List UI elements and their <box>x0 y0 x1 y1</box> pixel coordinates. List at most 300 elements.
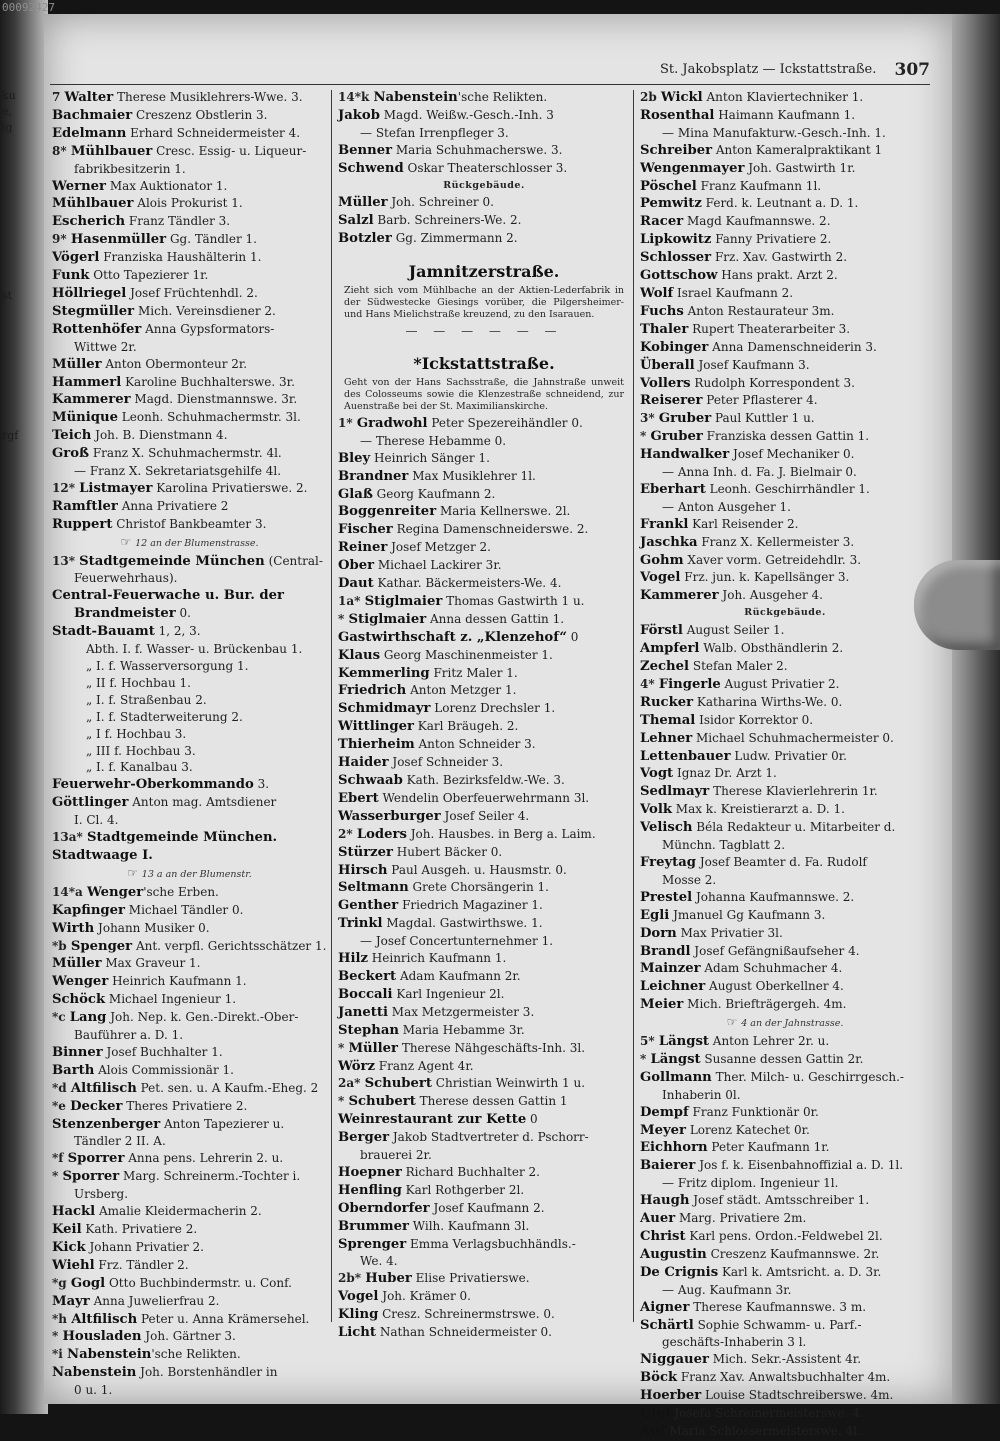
entry-details: Amalie Kleidermacherin 2. <box>95 1204 262 1219</box>
pointing-hand-icon: ☞ <box>120 534 136 549</box>
directory-entry <box>52 955 327 973</box>
entry-details: Joh. Borstenhändler in <box>136 1365 278 1380</box>
entry-continuation: „ II f. Hochbau 1. <box>86 675 191 690</box>
entry-name: Teich <box>52 428 92 444</box>
entry-details: Joh. Gärtner 3. <box>141 1329 236 1344</box>
entry-details: Max Metzgermeister 3. <box>387 1004 535 1019</box>
entry-name: Eichhorn <box>640 1140 708 1156</box>
entry-name: Mühlbauer <box>52 196 134 212</box>
margin-fragment: ig <box>2 121 13 134</box>
entry-details: Karolina Privatierswe. 2. <box>152 480 308 495</box>
entry-details: Anna Privatiere 2 <box>117 498 229 513</box>
spacer <box>338 248 630 258</box>
entry-details: 'sche Erben. <box>143 884 219 899</box>
directory-entry <box>640 889 930 907</box>
directory-entry <box>640 392 930 410</box>
entry-details: Magdal. Gastwirthswe. 1. <box>382 916 543 931</box>
directory-entry <box>338 897 630 915</box>
entry-details: Fanny Privatiere 2. <box>711 232 832 247</box>
directory-entry <box>338 1270 630 1288</box>
entry-details: Joh. Nep. k. Gen.-Direkt.-Ober- <box>106 1010 299 1025</box>
right-page-edge <box>952 14 1000 1404</box>
directory-entry <box>640 1192 930 1210</box>
entry-name: Brandner <box>338 468 409 484</box>
entry-details: Max k. Kreistierarzt a. D. 1. <box>671 802 845 817</box>
entry-name: Themal <box>640 712 696 728</box>
entry-details: 0 <box>566 629 579 644</box>
entry-details: Therese Musiklehrers-Wwe. 3. <box>113 90 303 104</box>
entry-name: Sprenger <box>338 1236 407 1252</box>
directory-entry <box>640 1157 930 1175</box>
entry-name: Fuchs <box>640 303 684 319</box>
directory-entry <box>52 973 327 991</box>
directory-entry <box>52 267 327 285</box>
entry-name: Lettenbauer <box>640 748 731 764</box>
running-title: St. Jakobsplatz — Ickstattstraße. <box>660 62 877 77</box>
directory-entry <box>640 446 930 464</box>
entry-details: Nathan Schneidermeister 0. <box>376 1325 552 1340</box>
entry-details: 0 <box>526 1112 538 1127</box>
directory-entry <box>52 1346 327 1364</box>
house-number: 5* <box>640 1034 659 1049</box>
house-number: * <box>338 611 349 626</box>
column-rule <box>331 90 332 1322</box>
entry-name: Ruppert <box>52 516 113 532</box>
directory-entry <box>338 503 630 521</box>
entry-name: Boggenreiter <box>338 504 437 520</box>
entry-details: Joh. Schreiner 0. <box>387 195 494 210</box>
directory-entry <box>52 195 327 213</box>
entry-name: Huber <box>365 1271 412 1287</box>
entry-details: Karl Bräugeh. 2. <box>413 719 519 734</box>
entry-details: Pet. sen. u. A Kaufm.-Eheg. 2 <box>136 1080 319 1095</box>
entry-details: Therese dessen Gattin 1 <box>415 1094 568 1109</box>
directory-entry <box>338 1182 630 1200</box>
entry-name: Gottschow <box>640 268 718 284</box>
directory-entry <box>640 925 930 943</box>
directory-entry <box>640 1228 930 1246</box>
entry-details: Wendelin Oberfeuerwehrmann 3l. <box>378 790 590 805</box>
entry-details: August Oberkellner 4. <box>705 979 844 994</box>
entry-continuation: Ursberg. <box>74 1187 129 1202</box>
directory-entry <box>52 143 327 161</box>
entry-name: Berger <box>338 1130 390 1146</box>
entry-details: Michael Tändler 0. <box>124 902 244 917</box>
entry-name: Reiserer <box>640 393 703 409</box>
entry-details: Franziska dessen Gattin 1. <box>702 429 870 444</box>
entry-continuation <box>52 605 327 623</box>
directory-entry <box>640 640 930 658</box>
house-number: 13* <box>52 553 80 568</box>
entry-details: Josef Mechaniker 0. <box>729 447 855 462</box>
directory-entry <box>338 1040 630 1058</box>
directory-entry <box>338 1129 630 1147</box>
entry-name: Vollers <box>640 375 691 391</box>
entry-continuation: I. Cl. 4. <box>74 813 119 828</box>
entry-details: Max Privatier 3l. <box>676 925 783 940</box>
entry-name: Keil <box>52 1222 82 1237</box>
entry-continuation: Bauführer a. D. 1. <box>74 1028 184 1043</box>
entry-name: Brandmeister <box>74 606 176 622</box>
entry-name: Licht <box>338 1325 376 1341</box>
entry-details: Gg. Zimmermann 2. <box>391 231 518 246</box>
entry-details: 0. <box>175 606 191 621</box>
directory-entry <box>640 1405 930 1423</box>
entry-details: Oskar Theaterschlosser 3. <box>403 160 568 175</box>
entry-name: Schwend <box>338 160 404 176</box>
entry-details: August Seiler 1. <box>682 623 785 638</box>
entry-details: August Privatier 2. <box>720 676 840 691</box>
entry-details: Therese Klavierlehrerin 1r. <box>709 784 878 799</box>
spacer <box>338 340 630 350</box>
running-header <box>660 62 930 82</box>
directory-entry <box>640 89 930 107</box>
entry-continuation: „ I f. Hochbau 3. <box>86 726 187 741</box>
house-number: *h <box>52 1311 72 1326</box>
entry-details: Jos f. k. Eisenbahnoffizial a. D. 1l. <box>695 1158 904 1173</box>
directory-entry <box>338 986 630 1004</box>
entry-continuation: Mosse 2. <box>662 872 717 887</box>
directory-entry <box>338 879 630 897</box>
entry-continuation: — Franz X. Sekretariatsgehilfe 4l. <box>74 464 282 479</box>
entry-details: Karl k. Amtsricht. a. D. 3r. <box>718 1264 882 1279</box>
house-number: 1a* <box>338 593 365 608</box>
entry-name: Volk <box>640 802 672 818</box>
entry-details: Joh. Ausgeher 4. <box>718 588 823 603</box>
note-text: 12 an der Blumenstrasse. <box>135 537 259 549</box>
directory-entry <box>52 1044 327 1062</box>
entry-name: Thierheim <box>338 737 415 753</box>
entry-name: Nabenstein <box>67 1347 152 1363</box>
directory-entry <box>52 498 327 516</box>
directory-entry <box>338 629 630 647</box>
entry-name: Spenger <box>70 938 133 954</box>
entry-name: Eberhart <box>640 481 706 497</box>
entry-details: Rudolph Korrespondent 3. <box>690 375 855 390</box>
directory-entry <box>640 783 930 801</box>
entry-name: Freytag <box>640 854 696 870</box>
directory-entry <box>640 375 930 393</box>
entry-details: Frz. Xav. Gastwirth 2. <box>711 250 848 265</box>
directory-entry <box>52 107 327 125</box>
entry-details: Peter Spezereihändler 0. <box>427 415 583 430</box>
entry-name: Bachmaier <box>52 107 133 123</box>
entry-details: (Central- <box>264 553 323 568</box>
directory-entry <box>640 1351 930 1369</box>
entry-details: Leonh. Schuhmachermstr. 3l. <box>117 410 301 425</box>
entry-name: Benner <box>338 142 393 158</box>
directory-entry <box>338 1022 630 1040</box>
house-number: 12* <box>52 480 80 495</box>
directory-entry <box>338 1164 630 1182</box>
directory-entry <box>52 125 327 143</box>
entry-name: Hilz <box>338 951 368 967</box>
house-number: *c <box>52 1010 70 1025</box>
entry-details: Anna Damenschneiderin 3. <box>708 339 877 354</box>
directory-entry <box>338 665 630 683</box>
entry-name: Wickl <box>660 90 703 105</box>
street-description: Zieht sich vom Mühlbache an der Aktien-Lederfabrik in der Südwestecke Giesings vorüber, die Pilgersheimer- und Hans Mielichstraße kreuzend, zu den Isarauen. <box>344 285 624 321</box>
entry-details: Josef Gefängnißaufseher 4. <box>690 943 860 958</box>
entry-details: Georg Kaufmann 2. <box>372 486 496 501</box>
entry-name: De Crignis <box>640 1264 719 1280</box>
entry-name: Ebert <box>338 790 379 806</box>
directory-entry <box>640 213 930 231</box>
directory-entry <box>52 829 327 847</box>
entry-details: Ther. Milch- u. Geschirrgesch.- <box>711 1069 904 1084</box>
left-page-edge <box>0 0 48 1414</box>
directory-entry <box>640 410 930 428</box>
entry-name: Stadtwaage I. <box>52 847 153 863</box>
entry-name: Schubert <box>348 1094 416 1110</box>
entry-details: Gg. Tändler 1. <box>166 232 257 247</box>
directory-entry <box>338 1218 630 1236</box>
entry-name: Loders <box>356 826 407 842</box>
column-rule <box>633 90 634 1322</box>
directory-entry <box>338 826 630 844</box>
entry-details: Magd Kaufmannswe. 2. <box>683 214 831 229</box>
directory-entry <box>52 303 327 321</box>
entry-name: Weinrestaurant zur Kette <box>338 1112 527 1128</box>
margin-fragment: st <box>2 289 13 302</box>
directory-entry <box>640 428 930 446</box>
entry-name: Racer <box>640 214 684 230</box>
directory-entry <box>640 552 930 570</box>
directory-entry <box>640 622 930 640</box>
entry-details: Josef Schneider 3. <box>388 755 504 770</box>
entry-name: Schubert <box>364 1076 432 1092</box>
directory-entry <box>338 736 630 754</box>
entry-details: Anton Obermonteur 2r. <box>101 356 248 371</box>
directory-entry <box>640 1033 930 1051</box>
entry-name: Schlosser <box>640 250 712 266</box>
entry-name: Fingerle <box>658 676 721 692</box>
entry-continuation: geschäfts-Inhaberin 3 l. <box>662 1335 807 1350</box>
entry-continuation: fabrikbesitzerin 1. <box>74 161 186 176</box>
entry-details: Josefa Schreinermeisterswe. 4. <box>670 1406 864 1421</box>
entry-name: Kemmerling <box>338 665 430 681</box>
directory-entry <box>640 321 930 339</box>
entry-name: Gradwohl <box>356 415 428 431</box>
entry-details: Creszenz Kaufmannswe. 2r. <box>706 1246 880 1261</box>
entry-name: Housladen <box>62 1329 142 1345</box>
house-number: 14*a <box>52 884 87 899</box>
entry-continuation: — Stefan Irrenpfleger 3. <box>360 125 509 140</box>
entry-details: 'sche Relikten. <box>457 90 548 104</box>
directory-entry <box>338 1200 630 1218</box>
directory-entry <box>338 700 630 718</box>
entry-details: Creszenz Obstlerin 3. <box>132 107 268 122</box>
entry-name: Jakob <box>338 107 380 123</box>
entry-name: Brummer <box>338 1218 409 1234</box>
directory-entry <box>640 801 930 819</box>
directory-entry <box>640 534 930 552</box>
entry-name: Brandl <box>640 943 691 959</box>
directory-entry <box>640 587 930 605</box>
directory-entry <box>338 89 630 107</box>
house-number: * <box>338 1040 349 1055</box>
directory-entry <box>52 1062 327 1080</box>
entry-name: Dempf <box>640 1104 689 1120</box>
entry-name: Hoerber <box>640 1388 702 1404</box>
directory-entry <box>52 1150 327 1168</box>
entry-details: Kath. Privatiere 2. <box>81 1222 198 1236</box>
directory-entry <box>640 730 930 748</box>
entry-name: Walter <box>64 90 114 105</box>
entry-name: Stephan <box>338 1022 399 1038</box>
directory-entry <box>52 285 327 303</box>
directory-entry <box>52 391 327 409</box>
entry-name: Wenger <box>52 974 109 990</box>
directory-column-3 <box>640 89 930 1441</box>
directory-entry <box>640 978 930 996</box>
directory-entry <box>52 1311 327 1329</box>
entry-details: Adam Schuhmacher 4. <box>700 961 843 976</box>
directory-entry <box>338 611 630 629</box>
house-number: * <box>338 1094 349 1109</box>
directory-entry <box>52 1239 327 1257</box>
entry-name: Reiner <box>338 540 388 556</box>
entry-details: Karl Reisender 2. <box>688 516 799 531</box>
street-title: *Ickstattstraße. <box>413 353 555 373</box>
entry-name: Vogel <box>338 1289 379 1305</box>
entry-details: Katharina Wirths-We. 0. <box>693 694 843 709</box>
entry-details: Leonh. Geschirrhändler 1. <box>705 481 870 496</box>
entry-details: Otto Buchbindermstr. u. Conf. <box>105 1275 292 1290</box>
directory-entry <box>338 682 630 700</box>
pointing-hand-icon: ☞ <box>127 865 142 880</box>
directory-entry <box>52 938 327 956</box>
directory-entry <box>52 1328 327 1346</box>
directory-entry <box>52 178 327 196</box>
entry-details: 1, 2, 3. <box>154 624 201 639</box>
directory-entry <box>338 1288 630 1306</box>
entry-name: Vögerl <box>52 250 100 266</box>
entry-name: Vogel <box>640 570 681 586</box>
entry-details: Anton mag. Amtsdiener <box>128 795 277 810</box>
entry-details: Josef Früchtenhdl. 2. <box>126 285 258 300</box>
entry-details: Alois Prokurist 1. <box>133 196 243 211</box>
entry-name: Wörz <box>338 1058 375 1074</box>
directory-entry <box>338 212 630 230</box>
entry-details: Karl Rothgerber 2l. <box>401 1182 525 1197</box>
entry-details: Franz Xav. Anwaltsbuchhalter 4m. <box>677 1370 891 1385</box>
directory-entry <box>52 587 327 605</box>
house-number: 9* <box>52 232 71 247</box>
entry-name: Feuerwehr-Oberkommando <box>52 777 254 793</box>
directory-entry <box>338 575 630 593</box>
directory-entry <box>52 794 327 812</box>
entry-details: Anton Metzger 1. <box>406 683 517 698</box>
entry-name: Schmidmayr <box>338 701 431 717</box>
entry-details: Hubert Bäcker 0. <box>392 844 503 859</box>
entry-name: Escherich <box>52 214 126 230</box>
entry-details: Maria Kellnerswe. 2l. <box>436 504 571 519</box>
directory-entry <box>338 521 630 539</box>
directory-entry <box>52 1293 327 1311</box>
entry-details: Thomas Gastwirth 1 u. <box>442 593 585 608</box>
entry-name: Rottenhöfer <box>52 321 142 337</box>
entry-details: Christof Bankbeamter 3. <box>112 516 267 531</box>
entry-name: Trinkl <box>338 916 383 932</box>
directory-entry <box>338 557 630 575</box>
entry-details: Joh. Gastwirth 1r. <box>744 160 856 175</box>
entry-name: Oberndorfer <box>338 1200 430 1216</box>
entry-continuation: Feuerwehrhaus). <box>74 571 178 586</box>
entry-name: Kammerer <box>640 588 719 604</box>
entry-name: Aigner <box>640 1299 690 1315</box>
entry-continuation: „ I. f. Stadterweiterung 2. <box>86 709 243 724</box>
directory-entry <box>640 107 930 125</box>
entry-details: Isidor Korrektor 0. <box>695 712 814 727</box>
entry-name: Sporrer <box>67 1151 125 1167</box>
entry-name: Vogt <box>640 766 674 782</box>
entry-details: Anna dessen Gattin 1. <box>426 611 565 626</box>
entry-name: Friedrich <box>338 683 407 699</box>
house-number: 2b* <box>338 1271 366 1286</box>
entry-name: Botzler <box>338 231 392 247</box>
entry-continuation: „ I. f. Straßenbau 2. <box>86 692 207 707</box>
directory-entry <box>338 1004 630 1022</box>
entry-details: Christian Weinwirth 1 u. <box>431 1076 586 1091</box>
entry-name: Müller <box>338 195 388 211</box>
entry-name: Christ <box>640 1229 686 1244</box>
entry-name: Werner <box>52 178 106 194</box>
house-number: 2* <box>338 826 357 841</box>
entry-details: Karl Ingenieur 2l. <box>392 986 505 1001</box>
entry-details: Max Musiklehrer 1l. <box>408 468 536 483</box>
entry-name: Stürzer <box>338 844 393 860</box>
directory-entry <box>52 427 327 445</box>
entry-details: Fritz Maler 1. <box>429 665 518 680</box>
entry-details: Ferd. k. Leutnant a. D. 1. <box>701 196 859 211</box>
directory-entry <box>338 539 630 557</box>
directory-entry <box>52 884 327 902</box>
entry-name: Thaler <box>640 321 689 337</box>
directory-entry <box>640 1122 930 1140</box>
directory-entry <box>338 194 630 212</box>
entry-details: Friedrich Magaziner 1. <box>398 898 543 913</box>
entry-details: Max Graveur 1. <box>101 956 201 971</box>
entry-details: Josef Seiler 4. <box>440 808 530 823</box>
directory-entry <box>640 285 930 303</box>
entry-name: Förstl <box>640 623 683 639</box>
entry-details: Franz Tändler 3. <box>125 214 231 229</box>
directory-entry <box>338 107 630 125</box>
entry-name: Schöck <box>52 992 106 1008</box>
directory-entry <box>338 772 630 790</box>
entry-name: Niggauer <box>640 1352 709 1368</box>
directory-entry <box>338 468 630 486</box>
entry-name: Jaschka <box>640 534 698 550</box>
entry-details: Haimann Kaufmann 1. <box>714 107 856 122</box>
street-description: Geht von der Hans Sachsstraße, die Jahnstraße unweit des Colosseums sowie die Klenzestraße schneidend, zur Auenstraße bei der St. Maximilianskirche. <box>344 376 624 412</box>
entry-details: Rupert Theaterarbeiter 3. <box>688 321 851 336</box>
house-number: 3* <box>640 411 659 426</box>
entry-continuation: — Fritz diplom. Ingenieur 1l. <box>662 1176 839 1191</box>
entry-details: Lorenz Katechet 0r. <box>686 1122 810 1137</box>
house-number: *i <box>52 1347 68 1362</box>
rear-building-heading: Rückgebäude. <box>443 179 525 191</box>
entry-details: Walb. Obsthändlerin 2. <box>699 641 844 656</box>
entry-details: Michael Schuhmachermeister 0. <box>692 730 894 745</box>
entry-name: Mayr <box>52 1293 90 1309</box>
house-number: * <box>52 1329 63 1344</box>
directory-entry <box>338 1111 630 1129</box>
directory-entry <box>52 89 327 107</box>
directory-entry <box>640 1387 930 1405</box>
page-number: 307 <box>894 60 930 80</box>
